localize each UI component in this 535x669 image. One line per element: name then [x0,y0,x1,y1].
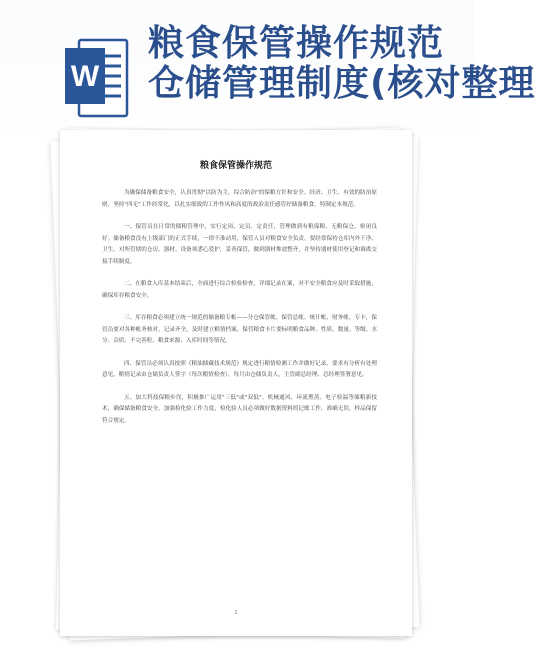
paragraph: 三、库存粮食必须建立统一规范的储备粮专帐——分仓保管帐、保管总帐、统计帐、财务帐、专卡，保管员要对各种帐务核对，记录齐全，及时建立粮情档案。保管粮食卡片要标明粮食品种、性质、数量、等级、水分、杂质、不完善粒、粮食来源、入库时间等情况。 [102,315,377,344]
paragraph: 为确保储备粮食安全，认真贯彻"以防为主，综合防治"的保粮方针和安全、经济、卫生、有效的防治原则，坚持"四无"工作经常化，以扎实细致的工作作风和高度的政治责任感管好储备粮食，特制定本规范。 [102,190,377,208]
logo-letter: W [70,60,100,93]
page-title-line2: 仓储管理制度(核对整理 [148,63,535,104]
paragraph: 四、保管员必须认真按照《粮油储藏技术规范》规定进行粮情检测工作并做好记录，要求有分析有处理意见。粮情记录由仓储负责人签字（每次粮情检查），每月由仓储负责人，主管副总经理、总经理签署意见。 [102,360,377,378]
paragraph: 二、在粮食入库基本结束后，全面进行综合检验检查，详细记录在案，对不安全粮食应及时采取措施，确保库存粮食安全。 [102,281,377,299]
paragraph: 一、保管员在日常的储粮管理中，实行定岗、定员、定责任，管理做到有粮保粮、无粮保仓，密闭良好。储备粮食没有上级部门的正式手续，一律不准动用，保管人员对粮食安全负责。要经常保持仓库内外干净、卫生。对所管辖的仓房、器材、设备须悉心爱护，妥善保管，做到器材堆放整齐，并坚持器材使用登记和调离交接手续制度。 [102,224,377,265]
document-body [102,188,377,438]
page-title-line1: 粮食保管操作规范 [148,23,445,64]
paragraph: 五、加大科技保粮步伐，积极推广运用"三低"或"双低"、机械通风、环流熏蒸、电子检温等储粮新技术，确保储备粮食安全。加强检化验工作力度，检化验人员必须做好数据资料的记账工作，准确无误，样品保留符合规定。 [102,394,377,424]
document-title: 粮食保管操作规范 [199,161,272,171]
word-document-icon [63,34,129,120]
page-number: 1 [234,610,238,616]
document-page [60,130,412,636]
